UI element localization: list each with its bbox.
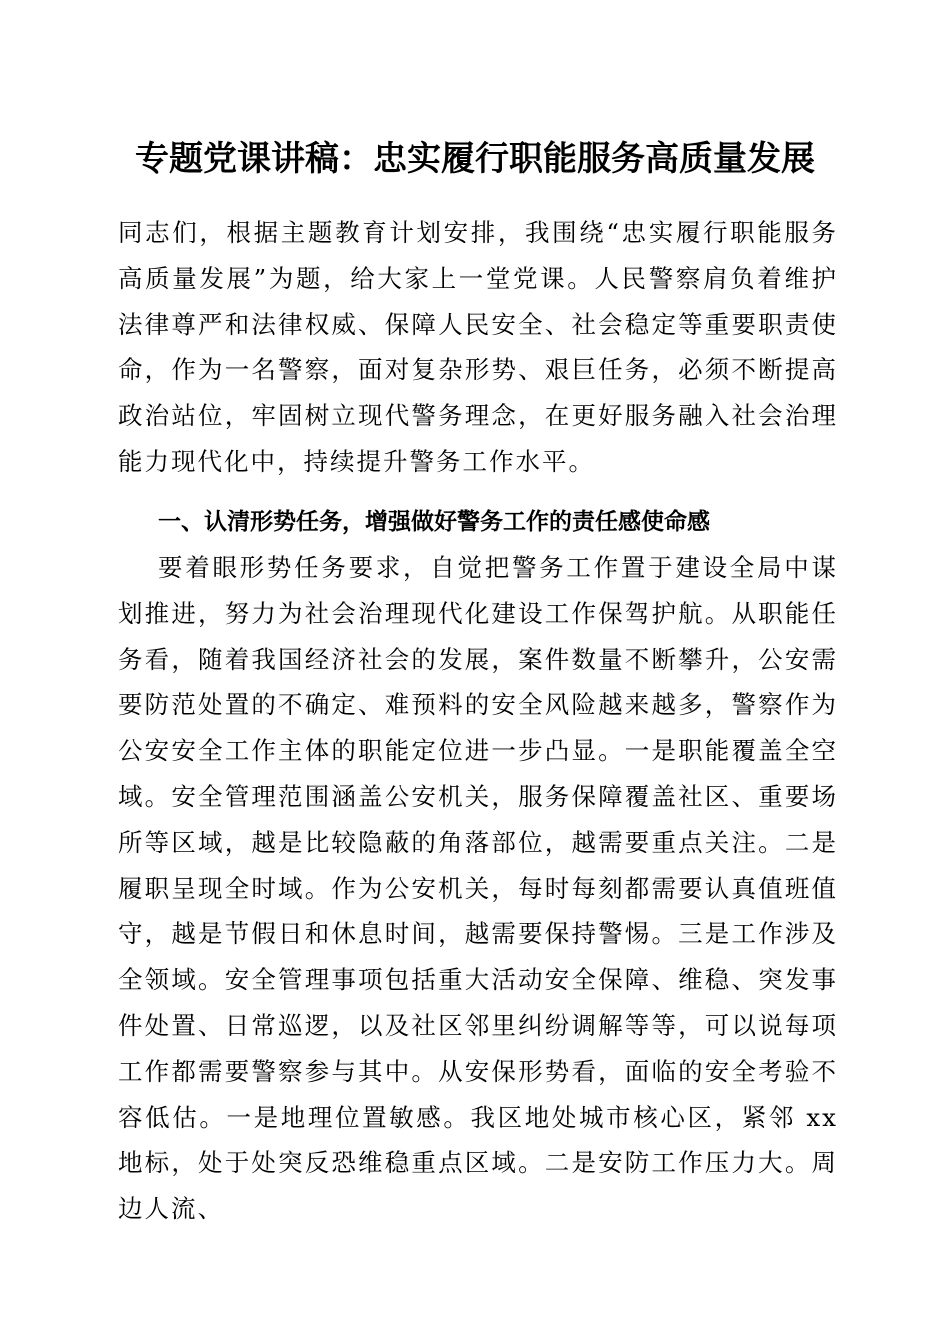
section-1-paragraph: 要着眼形势任务要求，自觉把警务工作置于建设全局中谋划推进，努力为社会治理现代化建设工作保驾护航。从职能任务看，随着我国经济社会的发展，案件数量不断攀升，公安需要防范处置的不确定、难预料的安全风险越来越多，警察作为公安安全工作主体的职能定位进一步凸显。一是职能覆盖全空域。安全管理范围涵盖公安机关，服务保障覆盖社区、重要场所等区域，越是比较隐蔽的角落部位，越需要重点关注。二是履职呈现全时域。作为公安机关，每时每刻都需要认真值班值守，越是节假日和休息时间，越需要保持警惕。三是工作涉及全领域。安全管理事项包括重大活动安全保障、维稳、突发事件处置、日常巡逻，以及社区邻里纠纷调解等等，可以说每项工作都需要警察参与其中。从安保形势看，面临的安全考验不容低估。一是地理位置敏感。我区地处城市核心区，紧邻 xx 地标，处于处突反恐维稳重点区域。二是安防工作压力大。周边人流、 bbox=[118, 553, 838, 1224]
document-title: 专题党课讲稿：忠实履行职能服务高质量发展 bbox=[135, 139, 815, 179]
section-heading-1: 一、认清形势任务，增强做好警务工作的责任感使命感 bbox=[158, 509, 710, 535]
intro-paragraph: 同志们，根据主题教育计划安排，我围绕“忠实履行职能服务高质量发展”为题，给大家上一堂党课。人民警察肩负着维护法律尊严和法律权威、保障人民安全、社会稳定等重要职责使命，作为一名警察，面对复杂形势、艰巨任务，必须不断提高政治站位，牢固树立现代警务理念，在更好服务融入社会治理能力现代化中，持续提升警务工作水平。 bbox=[118, 218, 838, 476]
